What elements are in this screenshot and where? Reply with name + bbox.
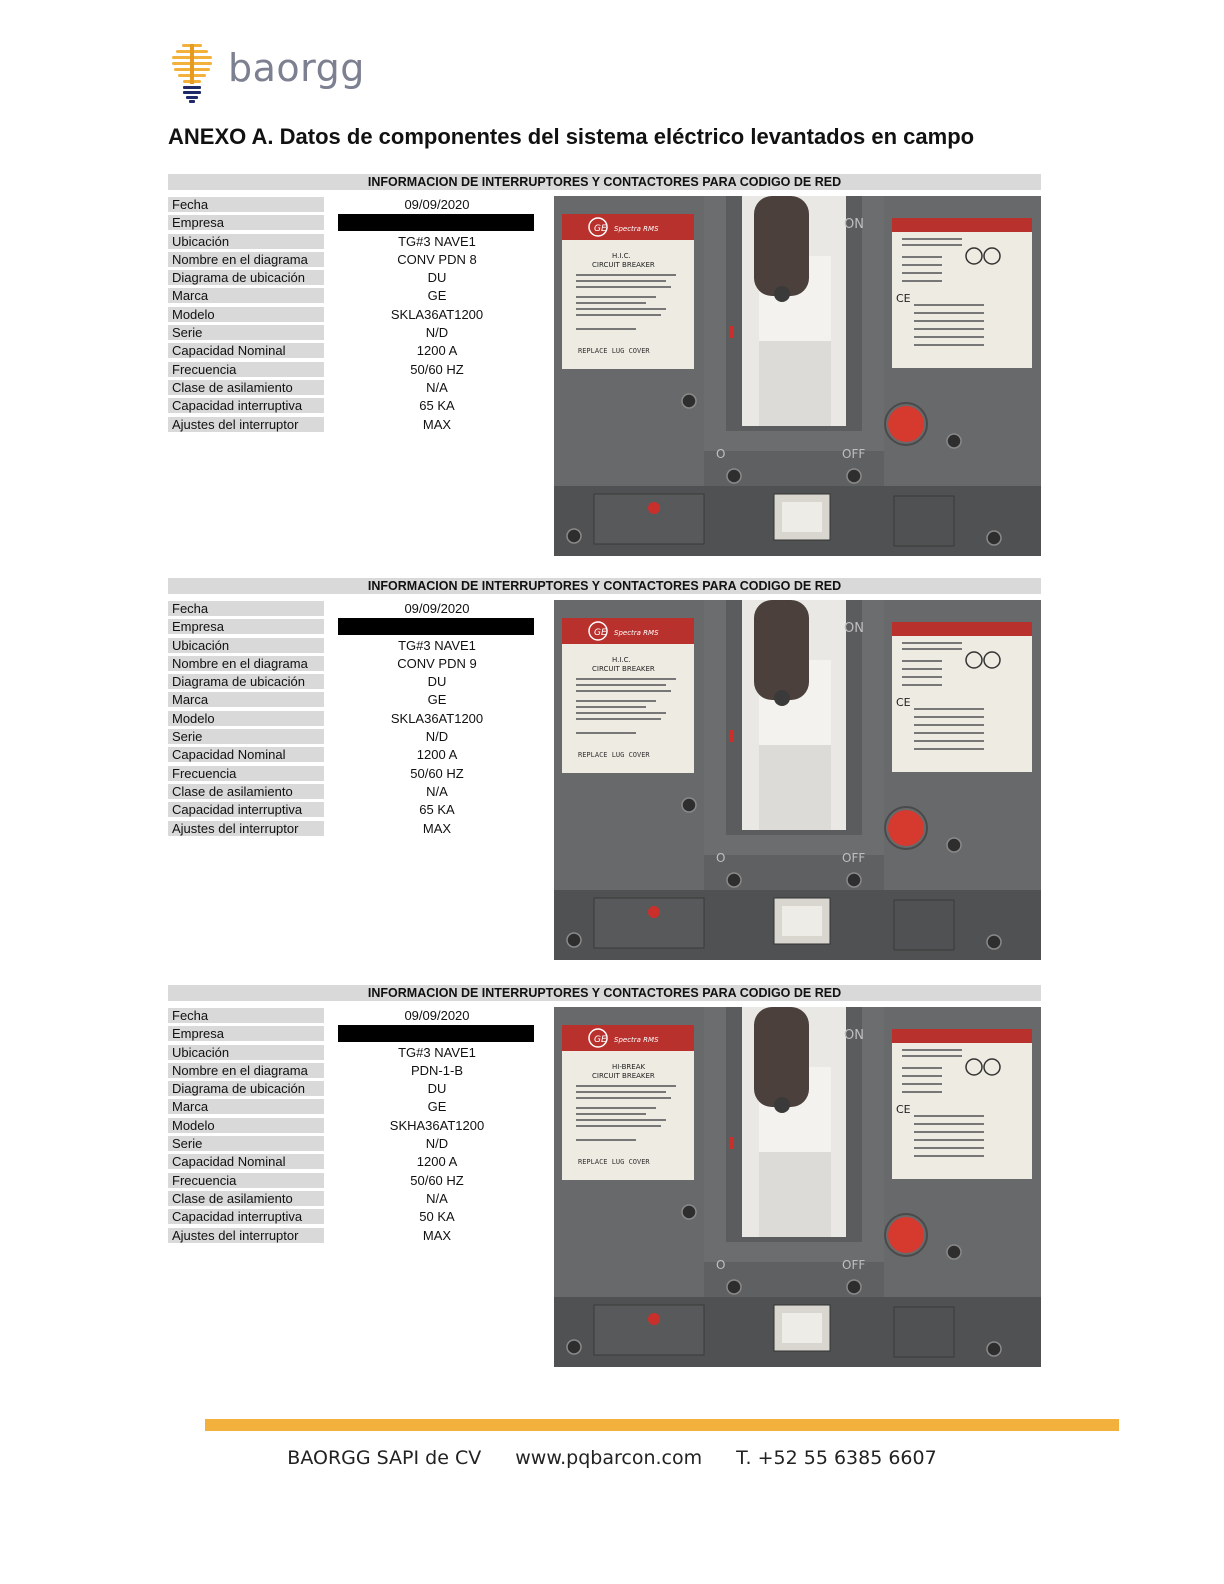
table-row	[168, 1190, 548, 1208]
row-label: Empresa	[168, 619, 324, 634]
row-value: N/D	[425, 325, 449, 341]
row-label: Clase de asilamiento	[168, 1191, 324, 1206]
footer-phone: T. +52 55 6385 6607	[736, 1447, 937, 1469]
row-value: N/A	[426, 1190, 448, 1206]
breaker-photo	[554, 196, 1041, 556]
row-value: CONV PDN 8	[397, 251, 477, 267]
table-row	[168, 765, 548, 783]
row-value: CONV PDN 9	[397, 655, 477, 671]
row-value: GE	[427, 1099, 447, 1115]
brand-logo	[168, 40, 365, 104]
lug-cover-text: REPLACE LUG COVER	[578, 1158, 650, 1166]
table-row	[168, 1044, 548, 1062]
row-label: Diagrama de ubicación	[168, 270, 324, 285]
table-row	[168, 801, 548, 819]
breaker-section	[168, 985, 1041, 1375]
table-row	[168, 269, 548, 287]
o-marking: O	[716, 851, 726, 865]
breaker-label-line1: H.I.C.	[612, 656, 631, 664]
table-row	[168, 397, 548, 415]
table-row	[168, 1227, 548, 1245]
ce-mark-icon: CE	[896, 292, 911, 305]
row-value: GE	[427, 692, 447, 708]
row-label: Marca	[168, 288, 324, 303]
breaker-label-line2: CIRCUIT BREAKER	[592, 261, 655, 269]
table-row	[168, 1153, 548, 1171]
section-heading: INFORMACION DE INTERRUPTORES Y CONTACTORES PARA CODIGO DE RED	[168, 985, 1041, 1001]
row-label: Frecuencia	[168, 362, 324, 377]
row-value: N/A	[426, 379, 448, 395]
svg-text:GE: GE	[594, 1035, 607, 1045]
row-label: Ubicación	[168, 1045, 324, 1060]
breaker-label-line1: HI-BREAK	[612, 1063, 646, 1071]
spectra-text: Spectra RMS	[614, 629, 659, 637]
row-value: SKHA36AT1200	[389, 1117, 485, 1133]
table-row	[168, 1208, 548, 1226]
table-row	[168, 361, 548, 379]
breaker-handle	[704, 1007, 884, 1262]
table-row	[168, 1117, 548, 1135]
row-value: MAX	[422, 820, 452, 836]
row-label: Serie	[168, 325, 324, 340]
table-row	[168, 600, 548, 618]
table-row	[168, 820, 548, 838]
table-row	[168, 306, 548, 324]
row-label: Serie	[168, 729, 324, 744]
table-row	[168, 324, 548, 342]
section-heading: INFORMACION DE INTERRUPTORES Y CONTACTORES PARA CODIGO DE RED	[168, 578, 1041, 594]
breaker-label-line1: H.I.C.	[612, 252, 631, 260]
row-label: Clase de asilamiento	[168, 784, 324, 799]
on-marking: ON	[844, 1028, 864, 1043]
ge-label-left	[562, 1025, 694, 1180]
row-value: TG#3 NAVE1	[398, 637, 476, 653]
table-row	[168, 673, 548, 691]
brand-name: baorgg	[228, 46, 365, 90]
redacted-value	[338, 214, 534, 231]
row-label: Diagrama de ubicación	[168, 1081, 324, 1096]
row-label: Modelo	[168, 307, 324, 322]
footer-accent-bar	[205, 1419, 1119, 1431]
row-label: Ubicación	[168, 638, 324, 653]
svg-text:GE: GE	[594, 224, 607, 234]
table-row	[168, 196, 548, 214]
row-label: Empresa	[168, 1026, 324, 1041]
row-label: Ajustes del interruptor	[168, 821, 324, 836]
table-row	[168, 1135, 548, 1153]
section-heading: INFORMACION DE INTERRUPTORES Y CONTACTORES PARA CODIGO DE RED	[168, 174, 1041, 190]
row-value: 09/09/2020	[404, 1008, 470, 1023]
row-label: Nombre en el diagrama	[168, 656, 324, 671]
row-label: Frecuencia	[168, 766, 324, 781]
redacted-value	[338, 1025, 534, 1042]
row-label: Capacidad Nominal	[168, 747, 324, 762]
ge-label-left	[562, 618, 694, 773]
on-marking: ON	[844, 217, 864, 232]
row-label: Ajustes del interruptor	[168, 1228, 324, 1243]
spectra-text: Spectra RMS	[614, 225, 659, 233]
row-label: Fecha	[168, 1008, 324, 1023]
table-row	[168, 1080, 548, 1098]
row-value: PDN-1-B	[410, 1062, 463, 1078]
row-label: Ubicación	[168, 234, 324, 249]
row-label: Marca	[168, 692, 324, 707]
table-row	[168, 1098, 548, 1116]
row-value: MAX	[422, 1227, 452, 1243]
ce-mark-icon: CE	[896, 696, 911, 709]
row-label: Nombre en el diagrama	[168, 1063, 324, 1078]
trip-button	[888, 1217, 924, 1253]
row-label: Ajustes del interruptor	[168, 417, 324, 432]
redacted-value	[338, 618, 534, 635]
off-marking: OFF	[842, 851, 866, 865]
row-label: Modelo	[168, 1118, 324, 1133]
o-marking: O	[716, 1258, 726, 1272]
breaker-label-line2: CIRCUIT BREAKER	[592, 1072, 655, 1080]
row-label: Fecha	[168, 601, 324, 616]
breaker-label-line2: CIRCUIT BREAKER	[592, 665, 655, 673]
table-row	[168, 1062, 548, 1080]
row-value: N/A	[426, 783, 448, 799]
row-value: N/D	[425, 1136, 449, 1152]
ratings-label-right	[892, 218, 1032, 368]
table-row	[168, 710, 548, 728]
table-row	[168, 783, 548, 801]
row-label: Capacidad interruptiva	[168, 398, 324, 413]
breaker-photo	[554, 1007, 1041, 1367]
o-marking: O	[716, 447, 726, 461]
breaker-section	[168, 174, 1041, 564]
row-value: 50/60 HZ	[410, 765, 464, 781]
trip-button	[888, 406, 924, 442]
data-table	[168, 600, 548, 838]
row-value: 50/60 HZ	[410, 1172, 464, 1188]
row-label: Frecuencia	[168, 1173, 324, 1188]
row-value: SKLA36AT1200	[390, 306, 484, 322]
ratings-label-right	[892, 1029, 1032, 1179]
row-label: Clase de asilamiento	[168, 380, 324, 395]
row-label: Capacidad Nominal	[168, 343, 324, 358]
ge-label-left	[562, 214, 694, 369]
row-label: Nombre en el diagrama	[168, 252, 324, 267]
ce-mark-icon: CE	[896, 1103, 911, 1116]
breaker-section	[168, 578, 1041, 968]
row-value: SKLA36AT1200	[390, 710, 484, 726]
lug-cover-text: REPLACE LUG COVER	[578, 347, 650, 355]
row-label: Capacidad Nominal	[168, 1154, 324, 1169]
table-row	[168, 1172, 548, 1190]
data-table	[168, 196, 548, 434]
off-marking: OFF	[842, 447, 866, 461]
breaker-photo	[554, 600, 1041, 960]
page-title: ANEXO A. Datos de componentes del sistema eléctrico levantados en campo	[168, 124, 975, 149]
on-marking: ON	[844, 621, 864, 636]
table-row	[168, 416, 548, 434]
table-row	[168, 655, 548, 673]
off-marking: OFF	[842, 1258, 866, 1272]
row-value: TG#3 NAVE1	[398, 233, 476, 249]
table-row	[168, 746, 548, 764]
ratings-label-right	[892, 622, 1032, 772]
row-label: Modelo	[168, 711, 324, 726]
row-label: Fecha	[168, 197, 324, 212]
row-value: N/D	[425, 729, 449, 745]
row-label: Diagrama de ubicación	[168, 674, 324, 689]
row-value: DU	[427, 674, 447, 690]
table-row	[168, 1007, 548, 1025]
footer	[0, 1447, 1224, 1469]
table-row	[168, 287, 548, 305]
row-value: MAX	[422, 416, 452, 432]
breaker-handle	[704, 196, 884, 451]
table-row	[168, 233, 548, 251]
lightbulb-logo-icon	[168, 40, 216, 104]
row-value: 1200 A	[416, 343, 458, 359]
data-table	[168, 1007, 548, 1245]
row-value: 50 KA	[419, 1209, 455, 1225]
table-row	[168, 379, 548, 397]
table-row	[168, 214, 548, 232]
breaker-handle	[704, 600, 884, 855]
table-row	[168, 251, 548, 269]
row-value: 09/09/2020	[404, 601, 470, 616]
row-label: Empresa	[168, 215, 324, 230]
table-row	[168, 728, 548, 746]
trip-button	[888, 810, 924, 846]
row-value: 09/09/2020	[404, 197, 470, 212]
row-value: TG#3 NAVE1	[398, 1044, 476, 1060]
row-value: DU	[427, 270, 447, 286]
row-value: GE	[427, 288, 447, 304]
spectra-text: Spectra RMS	[614, 1036, 659, 1044]
row-label: Serie	[168, 1136, 324, 1151]
row-value: 65 KA	[419, 398, 455, 414]
footer-website[interactable]: www.pqbarcon.com	[515, 1447, 703, 1469]
svg-text:GE: GE	[594, 628, 607, 638]
table-row	[168, 618, 548, 636]
row-label: Marca	[168, 1099, 324, 1114]
row-label: Capacidad interruptiva	[168, 802, 324, 817]
row-value: DU	[427, 1081, 447, 1097]
lug-cover-text: REPLACE LUG COVER	[578, 751, 650, 759]
row-value: 1200 A	[416, 1154, 458, 1170]
table-row	[168, 691, 548, 709]
row-value: 50/60 HZ	[410, 361, 464, 377]
table-row	[168, 342, 548, 360]
footer-company: BAORGG SAPI de CV	[287, 1447, 482, 1469]
row-value: 1200 A	[416, 747, 458, 763]
row-value: 65 KA	[419, 802, 455, 818]
row-label: Capacidad interruptiva	[168, 1209, 324, 1224]
table-row	[168, 637, 548, 655]
table-row	[168, 1025, 548, 1043]
